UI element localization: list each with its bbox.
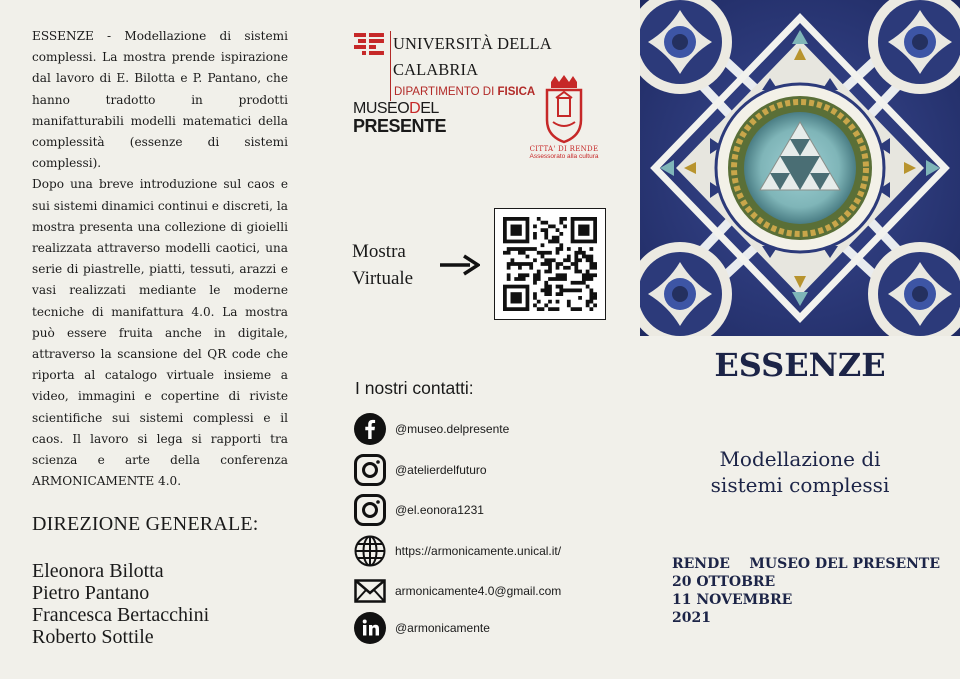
description-paragraph-1: ESSENZE - Modellazione di sistemi complessi. La mostra prende ispirazione dal lavoro di E. Bilotta e P. Pantano, che hanno tradotto in prodotti manifatturabili modelli matematici della complessità (essenze di sistemi complessi).	[32, 29, 288, 171]
virtual-exhibition-label	[352, 238, 413, 292]
left-panel	[0, 0, 320, 679]
directors-list	[32, 560, 209, 648]
event-location: RENDE MUSEO DEL PRESENTE	[672, 556, 940, 572]
exhibition-subtitle	[640, 446, 960, 498]
contact-website[interactable]	[353, 534, 561, 568]
event-year: 2021	[672, 610, 711, 626]
contact-text: @museo.delpresente	[395, 422, 510, 436]
department-name	[391, 83, 640, 101]
subtitle-line-2: sistemi complessi	[710, 473, 890, 497]
mail-icon	[353, 574, 387, 608]
city-subtitle: Assessorato alla cultura	[529, 153, 599, 160]
tile-artwork-image	[640, 0, 960, 336]
description-paragraph-2: Dopo una breve introduzione sul caos e sui sistemi dinamici continui e discreti, la mostra presenta una collezione di gioielli realizzata attraverso modelli caotici, una serie di piastrelle, piatti, tessuti, arazzi e vasi realizzati mediante le moderne tecniche di manifattura 4.0. La mostra può essere fruita anche in digitale, attraverso la scansione del QR code che riporta al catalogo virtuale insieme a video, immagini e copertine di riviste scientifiche sui sistemi complessi e il caos. Il lavoro si lega si rapporti tra scienza e arte della conferenza ARMONICAMENTE 4.0.	[32, 177, 288, 489]
city-crest-icon	[539, 74, 589, 144]
contact-email[interactable]	[353, 574, 561, 608]
exhibition-description	[32, 26, 288, 492]
contact-linkedin[interactable]	[353, 611, 490, 645]
qr-code[interactable]	[494, 208, 606, 320]
middle-panel	[320, 0, 640, 679]
museo-top-a: MUSEO	[353, 100, 410, 117]
citta-di-rende-logo	[526, 74, 602, 160]
department-prefix: DIPARTIMENTO DI	[393, 86, 498, 98]
city-name: CITTA' DI RENDE	[529, 145, 599, 153]
qr-code-icon	[503, 217, 597, 311]
contact-text: https://armonicamente.unical.it/	[395, 544, 562, 558]
director-name: Eleonora Bilotta	[32, 560, 164, 582]
museo-del-presente-logo	[353, 101, 455, 135]
contact-instagram-2[interactable]	[353, 493, 484, 527]
museo-top-o: D	[409, 100, 421, 117]
museo-top-line	[353, 101, 455, 117]
event-start-date: 20 OTTOBRE	[672, 574, 776, 590]
museo-bottom-line: PRESENTE	[353, 116, 447, 136]
subtitle-line-1: Modellazione di	[719, 447, 881, 471]
exhibition-title: ESSENZE	[714, 346, 886, 384]
university-name: UNIVERSITÀ DELLA CALABRIA	[392, 34, 551, 79]
instagram-icon	[353, 453, 387, 487]
museo-top-b: EL	[420, 100, 439, 117]
unical-mark-icon	[354, 31, 384, 59]
contact-text: @atelierdelfuturo	[395, 463, 487, 477]
facebook-icon	[353, 412, 387, 446]
unical-text	[390, 31, 640, 101]
virtual-line-1: Mostra	[352, 241, 406, 262]
contact-facebook[interactable]	[353, 412, 509, 446]
contact-instagram-1[interactable]	[353, 453, 487, 487]
instagram-icon	[353, 493, 387, 527]
right-panel	[640, 0, 960, 679]
director-name: Francesca Bertacchini	[32, 604, 210, 626]
linkedin-icon	[353, 611, 387, 645]
event-end-date: 11 NOVEMBRE	[672, 592, 793, 608]
virtual-line-2: Virtuale	[352, 268, 414, 289]
arrow-right-icon	[438, 254, 480, 276]
contact-text: @el.eonora1231	[395, 503, 484, 517]
contacts-title: I nostri contatti:	[355, 378, 474, 398]
direction-title: DIREZIONE GENERALE:	[32, 513, 259, 535]
director-name: Pietro Pantano	[32, 582, 150, 604]
globe-icon	[353, 534, 387, 568]
director-name: Roberto Sottile	[32, 626, 154, 648]
contact-text: armonicamente4.0@gmail.com	[395, 584, 562, 598]
event-info	[672, 555, 940, 627]
department-bold: FISICA	[497, 86, 536, 98]
contact-text: @armonicamente	[395, 621, 490, 635]
